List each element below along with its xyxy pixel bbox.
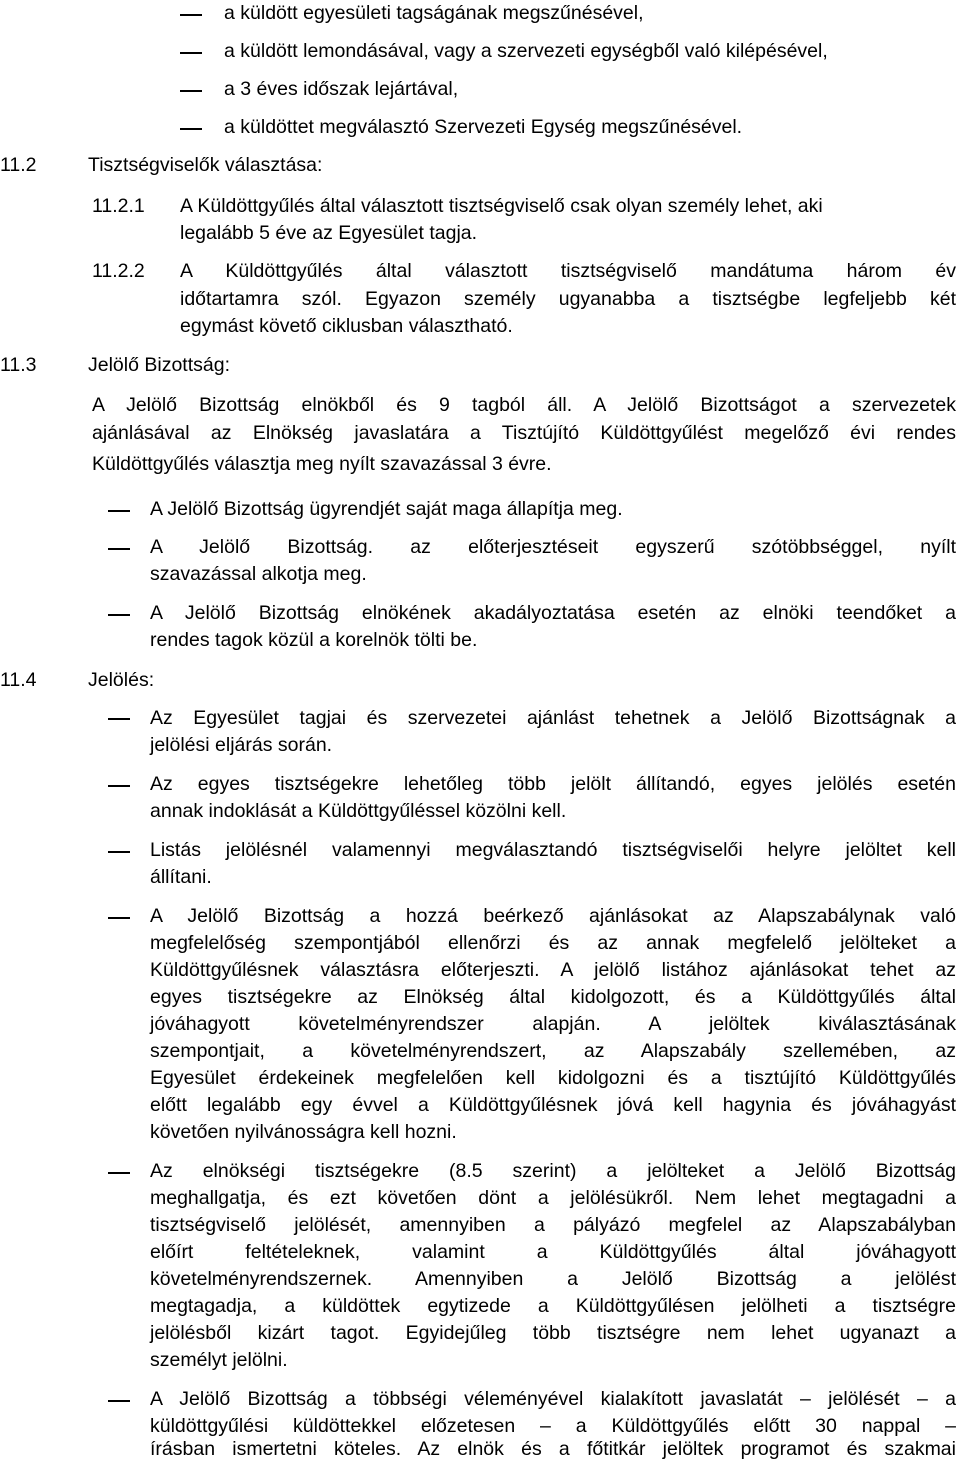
list-item-cont: előírt feltételeknek, valamint a Küldöttgyűlés által jóváhagyott <box>150 1241 956 1263</box>
list-dash <box>180 128 202 130</box>
paragraph-line: egymást követő ciklusban választható. <box>180 315 513 337</box>
section-number: 11.3 <box>0 354 37 376</box>
list-item-cont: jelölésből kizárt tagot. Egyidejűleg több tisztségre nem lehet ugyanazt a <box>150 1322 956 1344</box>
list-item-cont: követelményrendszernek. Amennyiben a Jelölő Bizottság a jelölést <box>150 1268 956 1290</box>
list-item: Az elnökségi tisztségekre (8.5 szerint) a jelölteket a Jelölő Bizottság <box>150 1160 956 1182</box>
list-item: Az Egyesület tagjai és szervezetei ajánlást tehetnek a Jelölő Bizottságnak a <box>150 707 956 729</box>
list-dash <box>108 1172 130 1174</box>
list-item-cont: annak indoklását a Küldöttgyűléssel közölni kell. <box>150 800 567 822</box>
list-item-cont: Küldöttgyűlésnek választásra előterjeszti. A jelölő listához ajánlásokat tehet az <box>150 959 956 981</box>
section-title: Jelölés: <box>88 669 155 691</box>
list-item-cont: megtagadja, a küldöttek egytizede a Küldöttgyűlésen jelölheti a tisztségre <box>150 1295 956 1317</box>
paragraph-line: időtartamra szól. Egyazon személy ugyanabba a tisztségbe legfeljebb két <box>180 288 956 310</box>
list-dash <box>108 510 130 512</box>
list-dash <box>180 90 202 92</box>
paragraph-line: ajánlásával az Elnökség javaslatára a Tisztújító Küldöttgyűlést megelőző évi rendes <box>92 422 956 444</box>
paragraph-line: legalább 5 éve az Egyesület tagja. <box>180 222 478 244</box>
list-item: a küldött egyesületi tagságának megszűnésével, <box>224 2 644 24</box>
list-dash <box>108 1400 130 1402</box>
subsection-number: 11.2.2 <box>92 260 145 282</box>
list-item-cont: megfelelőség szempontjából ellenőrzi és az annak megfelelő jelölteket a <box>150 932 956 954</box>
section-title: Jelölő Bizottság: <box>88 354 230 376</box>
list-item-cont: jelölési eljárás során. <box>150 734 333 756</box>
list-dash <box>180 52 202 54</box>
list-item-cont: tisztségviselő jelölését, amennyiben a pályázó megfelel az Alapszabályban <box>150 1214 956 1236</box>
list-item: A Jelölő Bizottság ügyrendjét saját maga állapítja meg. <box>150 498 623 520</box>
list-item-cont: személyt jelölni. <box>150 1349 288 1371</box>
list-item-cont: Egyesület érdekeinek megfelelően kell kidolgozni és a tisztújító Küldöttgyűlés <box>150 1067 956 1089</box>
list-item: a küldött lemondásával, vagy a szervezeti egységből való kilépésével, <box>224 40 828 62</box>
list-item: A Jelölő Bizottság a hozzá beérkező ajánlásokat az Alapszabálynak való <box>150 905 956 927</box>
list-dash <box>108 548 130 550</box>
list-dash <box>108 718 130 720</box>
list-item-cont: követően nyilvánosságra kell hozni. <box>150 1121 457 1143</box>
list-item: Listás jelölésnél valamennyi megválasztandó tisztségviselői helyre jelöltet kell <box>150 839 956 861</box>
list-item-cont: meghallgatja, és ezt követően dönt a jelölésükről. Nem lehet megtagadni a <box>150 1187 956 1209</box>
list-dash <box>108 917 130 919</box>
paragraph-line: A Küldöttgyűlés által választott tisztségviselő mandátuma három év <box>180 260 956 282</box>
section-number: 11.2 <box>0 154 37 176</box>
section-number: 11.4 <box>0 669 37 691</box>
paragraph-line: Küldöttgyűlés választja meg nyílt szavazással 3 évre. <box>92 453 552 475</box>
subsection-number: 11.2.1 <box>92 195 145 217</box>
list-item-cont: rendes tagok közül a korelnök tölti be. <box>150 629 478 651</box>
section-title: Tisztségviselők választása: <box>88 154 323 176</box>
list-item: A Jelölő Bizottság elnökének akadályoztatása esetén az elnöki teendőket a <box>150 602 956 624</box>
list-item-cont: írásban ismertetni köteles. Az elnök és a főtitkár jelöltek programot és szakmai <box>150 1438 956 1460</box>
list-item-cont: előtt legalább egy évvel a Küldöttgyűlésnek jóvá kell hagynia és jóváhagyást <box>150 1094 956 1116</box>
list-item-cont: szavazással alkotja meg. <box>150 563 367 585</box>
paragraph-line: A Küldöttgyűlés által választott tisztségviselő csak olyan személy lehet, aki <box>180 195 823 217</box>
list-item: Az egyes tisztségekre lehetőleg több jelölt állítandó, egyes jelölés esetén <box>150 773 956 795</box>
list-item-cont: állítani. <box>150 866 212 888</box>
list-dash <box>108 785 130 787</box>
list-dash <box>108 851 130 853</box>
list-item: a 3 éves időszak lejártával, <box>224 78 459 100</box>
list-dash <box>108 614 130 616</box>
list-dash <box>180 14 202 16</box>
paragraph-line: A Jelölő Bizottság elnökből és 9 tagból áll. A Jelölő Bizottságot a szervezetek <box>92 394 956 416</box>
list-item-cont: egyes tisztségekre az Elnökség által kidolgozott, és a Küldöttgyűlés által <box>150 986 956 1008</box>
list-item: A Jelölő Bizottság. az előterjesztéseit egyszerű szótöbbséggel, nyílt <box>150 536 956 558</box>
list-item-cont: jóváhagyott követelményrendszer alapján. A jelöltek kiválasztásának <box>150 1013 956 1035</box>
list-item-cont: küldöttgyűlési küldöttekkel előzetesen – a Küldöttgyűlés előtt 30 nappal – <box>150 1415 956 1437</box>
list-item: A Jelölő Bizottság a többségi véleményével kialakított javaslatát – jelölését – a <box>150 1388 956 1410</box>
list-item: a küldöttet megválasztó Szervezeti Egység megszűnésével. <box>224 116 743 138</box>
list-item-cont: szempontjait, a követelményrendszert, az Alapszabály szellemében, az <box>150 1040 956 1062</box>
